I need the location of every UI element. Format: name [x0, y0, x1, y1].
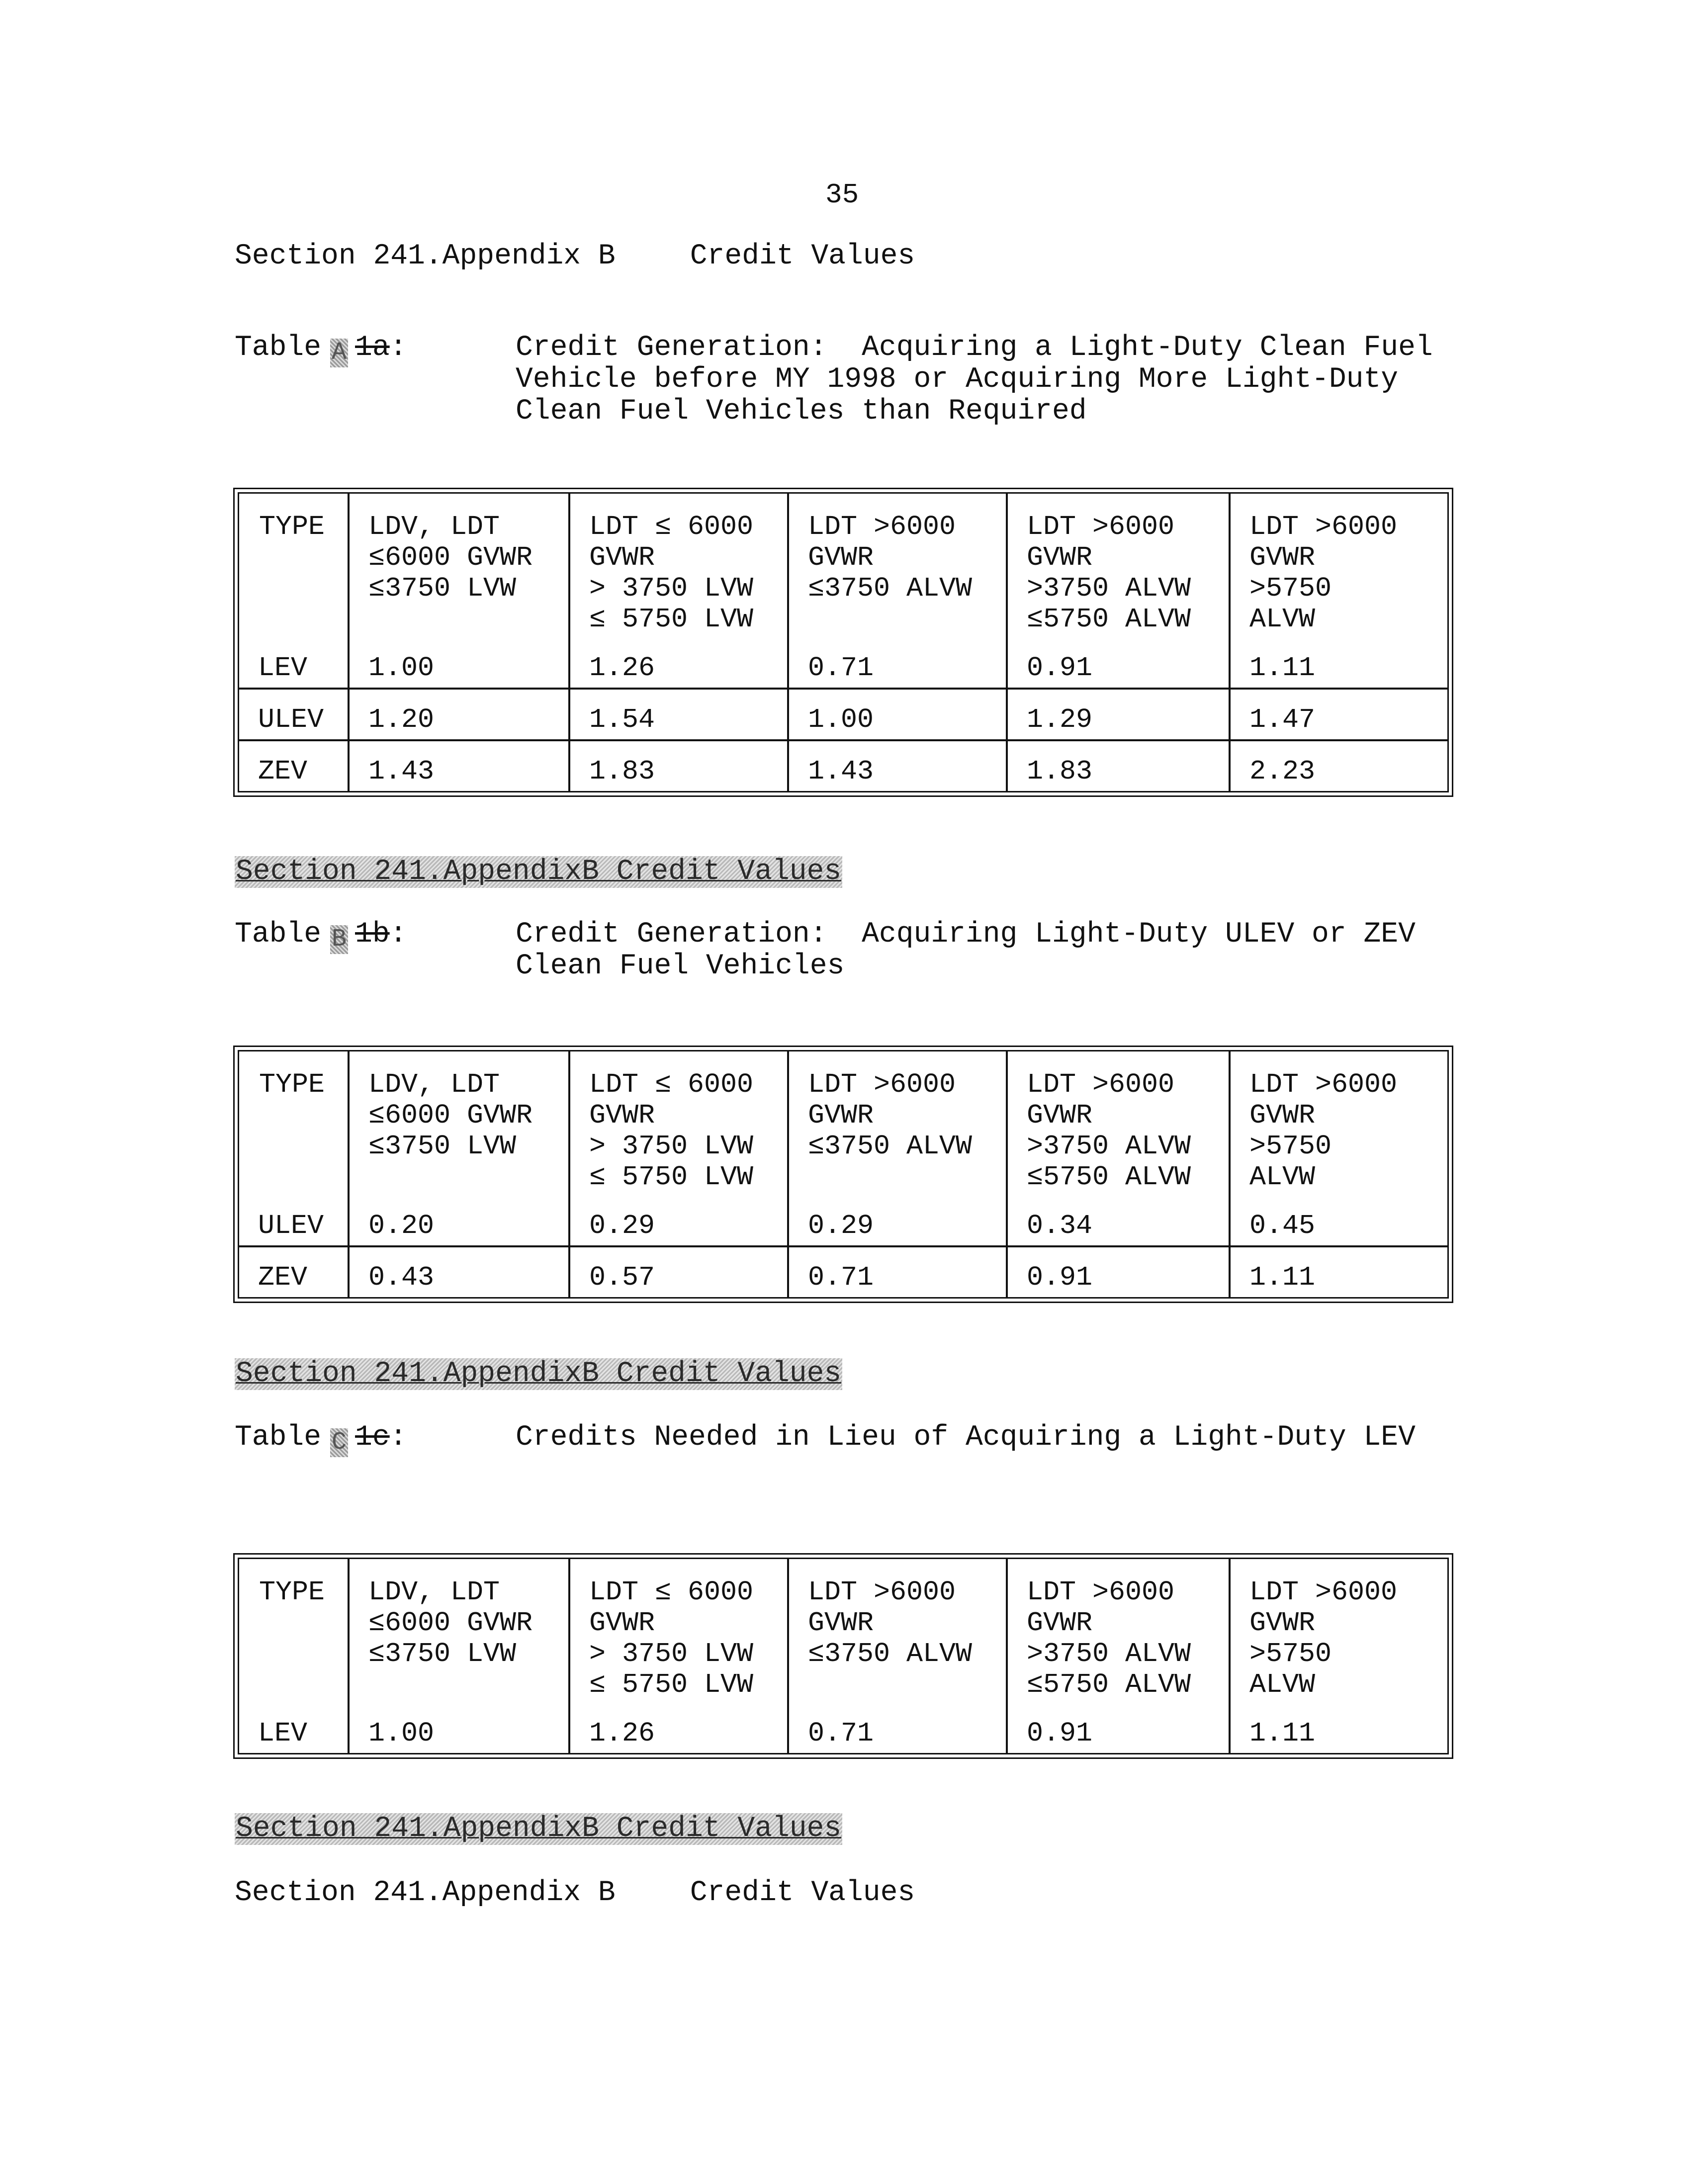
header-cell: LDT >6000 GVWR >5750 ALVW	[1249, 511, 1398, 635]
table-word: Table	[235, 332, 322, 364]
type-cell: ULEV	[239, 690, 350, 741]
value-cell: 1.20	[350, 690, 570, 741]
table-word: Table	[235, 1421, 322, 1454]
value-cell: 0.71	[789, 1247, 1008, 1297]
value-cell: 0.71	[789, 638, 1008, 690]
table-row	[239, 1247, 1447, 1297]
value-cell: 1.47	[1231, 690, 1447, 741]
section-label: Section 241.Appendix B	[235, 240, 616, 272]
struck-label: 1a	[355, 332, 390, 364]
label-colon: :	[389, 918, 407, 951]
value-cell: 1.54	[570, 690, 789, 741]
value-cell: 0.91	[1008, 1247, 1231, 1297]
value-cell: 1.00	[789, 690, 1008, 741]
revision-marker: C	[330, 1428, 348, 1457]
value-cell: 1.26	[570, 1703, 789, 1753]
header-cell: LDT >6000 GVWR ≤3750 ALVW	[789, 494, 1008, 638]
value-cell: 1.43	[350, 741, 570, 791]
shaded-section-heading: Section 241.AppendixB Credit Values	[236, 856, 842, 888]
struck-label: 1b	[355, 918, 390, 951]
section-label: Section 241.Appendix B	[235, 1877, 616, 1909]
value-cell: 0.34	[1008, 1196, 1231, 1247]
section-heading-bottom	[235, 1877, 915, 1909]
table-b-label	[235, 919, 407, 954]
table-c-caption: Credits Needed in Lieu of Acquiring a Light-Duty LEV	[516, 1421, 1416, 1454]
type-cell: ULEV	[239, 1196, 350, 1247]
header-cell: LDT ≤ 6000 GVWR > 3750 LVW ≤ 5750 LVW	[570, 1559, 789, 1703]
type-cell: LEV	[239, 1703, 350, 1753]
shaded-section-heading: Section 241.AppendixB Credit Values	[236, 1813, 842, 1845]
table-row	[239, 690, 1447, 741]
type-cell: ZEV	[239, 741, 350, 791]
header-cell: LDT >6000 GVWR >3750 ALVW ≤5750 ALVW	[1008, 1559, 1231, 1703]
table-a-label	[235, 332, 407, 367]
type-cell: LEV	[239, 638, 350, 690]
label-colon: :	[389, 1421, 407, 1454]
table-header-row	[239, 1051, 1447, 1196]
section-title: Credit Values	[690, 240, 915, 272]
table-b	[238, 1050, 1449, 1299]
value-cell: 0.20	[350, 1196, 570, 1247]
table-header-row	[239, 1559, 1447, 1703]
value-cell: 1.83	[1008, 741, 1231, 791]
header-cell: LDT ≤ 6000 GVWR > 3750 LVW ≤ 5750 LVW	[570, 494, 789, 638]
value-cell: 0.29	[789, 1196, 1008, 1247]
header-cell: LDT >6000 GVWR ≤3750 ALVW	[789, 1051, 1008, 1196]
table-row	[239, 1196, 1447, 1247]
value-cell: 1.11	[1249, 1718, 1316, 1749]
table-a-caption: Credit Generation: Acquiring a Light-Duty Clean Fuel Vehicle before MY 1998 or Acquiring More Light-Duty Clean Fuel Vehicles than Required	[516, 332, 1450, 428]
value-cell: 2.23	[1249, 756, 1316, 787]
table-c	[238, 1558, 1449, 1754]
value-cell: 1.43	[789, 741, 1008, 791]
value-cell: 1.11	[1249, 1262, 1316, 1293]
table-row	[239, 638, 1447, 690]
value-cell: 0.57	[570, 1247, 789, 1297]
header-cell: TYPE	[239, 1051, 350, 1196]
table-row	[239, 741, 1447, 791]
value-cell: 0.29	[570, 1196, 789, 1247]
header-cell: LDT >6000 GVWR >3750 ALVW ≤5750 ALVW	[1008, 494, 1231, 638]
table-row	[239, 1703, 1447, 1753]
table-b-caption: Credit Generation: Acquiring Light-Duty ULEV or ZEV Clean Fuel Vehicles	[516, 918, 1433, 982]
shaded-section-heading: Section 241.AppendixB Credit Values	[236, 1358, 842, 1390]
revision-marker: A	[330, 339, 348, 367]
header-cell: LDV, LDT ≤6000 GVWR ≤3750 LVW	[350, 1559, 570, 1703]
table-c-label	[235, 1422, 407, 1457]
value-cell: 1.11	[1231, 638, 1447, 690]
header-cell: LDT >6000 GVWR >3750 ALVW ≤5750 ALVW	[1008, 1051, 1231, 1196]
header-cell: LDT >6000 GVWR >5750 ALVW	[1249, 1069, 1398, 1193]
struck-label: 1c	[355, 1421, 390, 1454]
value-cell: 0.91	[1008, 638, 1231, 690]
value-cell: 1.00	[350, 638, 570, 690]
header-cell: TYPE	[239, 494, 350, 638]
section-heading-top	[235, 241, 915, 272]
header-cell: LDT ≤ 6000 GVWR > 3750 LVW ≤ 5750 LVW	[570, 1051, 789, 1196]
table-a	[238, 492, 1449, 792]
type-cell: ZEV	[239, 1247, 350, 1297]
header-cell: LDV, LDT ≤6000 GVWR ≤3750 LVW	[350, 494, 570, 638]
value-cell: 1.83	[570, 741, 789, 791]
section-title: Credit Values	[690, 1877, 915, 1909]
header-cell: LDT >6000 GVWR >5750 ALVW	[1249, 1576, 1398, 1700]
page-number: 35	[825, 179, 859, 211]
header-cell: TYPE	[239, 1559, 350, 1703]
revision-marker: B	[330, 925, 348, 954]
value-cell: 1.00	[350, 1703, 570, 1753]
header-cell: LDT >6000 GVWR ≤3750 ALVW	[789, 1559, 1008, 1703]
value-cell: 0.45	[1231, 1196, 1447, 1247]
value-cell: 1.26	[570, 638, 789, 690]
value-cell: 1.29	[1008, 690, 1231, 741]
header-cell: LDV, LDT ≤6000 GVWR ≤3750 LVW	[350, 1051, 570, 1196]
label-colon: :	[389, 332, 407, 364]
value-cell: 0.71	[789, 1703, 1008, 1753]
table-word: Table	[235, 918, 322, 951]
value-cell: 0.91	[1008, 1703, 1231, 1753]
table-header-row	[239, 494, 1447, 638]
value-cell: 0.43	[350, 1247, 570, 1297]
